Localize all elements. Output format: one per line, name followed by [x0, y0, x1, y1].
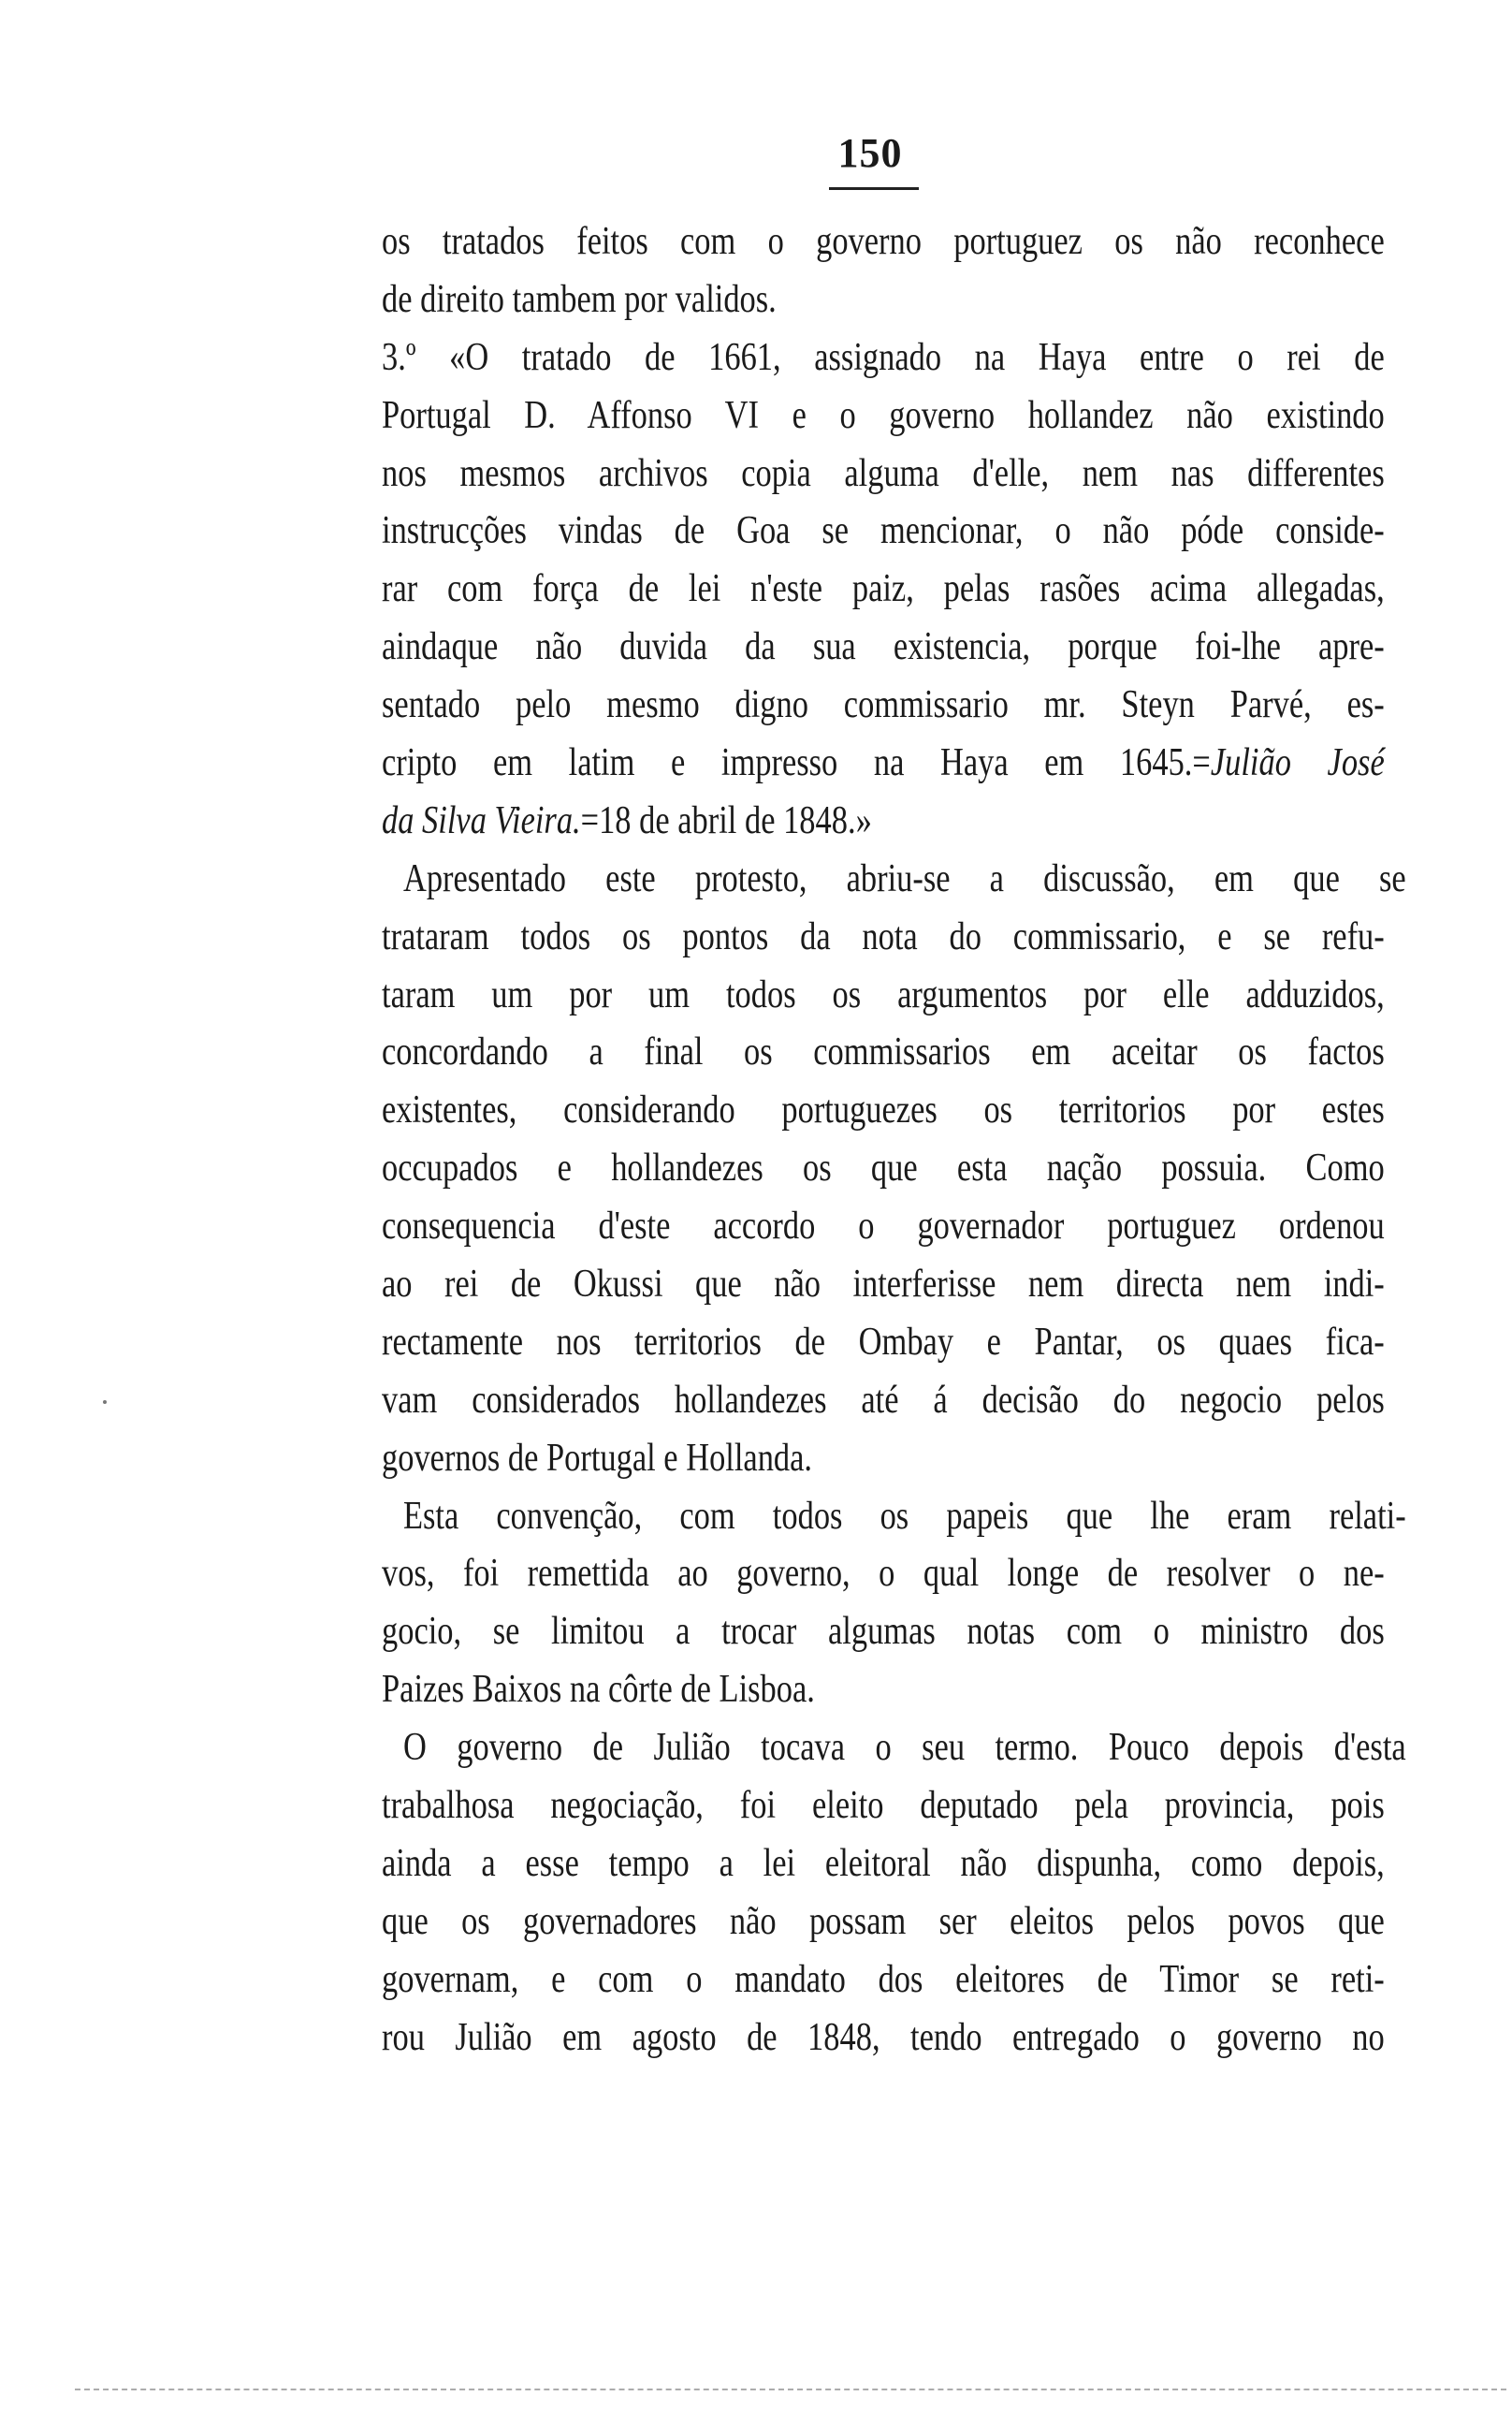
text-line: consequencia d'este accordo o governador portuguez ordenou [382, 1205, 1385, 1249]
text-line: gocio, se limitou a trocar algumas notas com o ministro dos [382, 1610, 1385, 1654]
scan-speck [103, 1400, 107, 1404]
page-number: 150 [837, 130, 903, 176]
text-line: vam considerados hollandezes até á decisão do negocio pelos [382, 1378, 1385, 1422]
text-line [382, 793, 1385, 851]
italic-signature: Julião José [1210, 741, 1385, 785]
text-line: existentes, considerando portuguezes os territorios por estes [382, 1089, 1385, 1132]
text-line: nos mesmos archivos copia alguma d'elle, nem nas differentes [382, 451, 1385, 495]
text-line: taram um por um todos os argumentos por elle adduzidos, [382, 972, 1385, 1016]
scan-edge-line [75, 2389, 1506, 2390]
text-line: sentado pelo mesmo digno commissario mr. Steyn Parvé, es- [382, 683, 1385, 727]
text-line: Apresentado este protesto, abriu-se a discussão, em que se [402, 856, 1406, 900]
text-line: occupados e hollandezes os que esta nação possuia. Como [382, 1147, 1385, 1191]
text-line: de direito tambem por validos. [382, 277, 777, 321]
text-line [382, 735, 1385, 793]
text-line: governam, e com o mandato dos eleitores de Timor se reti- [382, 1957, 1385, 2001]
text-line: O governo de Julião tocava o seu termo. Pouco depois d'esta [402, 1726, 1406, 1770]
text-line: instrucções vindas de Goa se mencionar, o não póde conside- [382, 509, 1385, 553]
text-line: Portugal D. Affonso VI e o governo hollandez não existindo [382, 393, 1385, 437]
text-line: rectamente nos territorios de Ombay e Pantar, os quaes fica- [382, 1320, 1385, 1364]
text-line: trataram todos os pontos da nota do commissario, e se refu- [382, 914, 1385, 958]
text-line: rar com força de lei n'este paiz, pelas rasões acima allegadas, [382, 567, 1385, 611]
text-segment: cripto em latim e impresso na Haya em 1645.= [382, 741, 1211, 785]
text-line: trabalhosa negociação, foi eleito deputado pela provincia, pois [382, 1784, 1385, 1828]
body-text [382, 213, 1406, 2068]
text-line: ao rei de Okussi que não interferisse nem directa nem indi- [382, 1263, 1385, 1307]
text-line: rou Julião em agosto de 1848, tendo entregado o governo no [382, 2015, 1385, 2059]
text-line: 3.º «O tratado de 1661, assignado na Haya entre o rei de [382, 335, 1385, 379]
text-segment: =18 de abril de 1848.» [580, 798, 872, 842]
text-line: aindaque não duvida da sua existencia, porque foi-lhe apre- [382, 625, 1385, 669]
page-number-rule [829, 187, 919, 190]
text-line: os tratados feitos com o governo portuguez os não reconhece [382, 220, 1385, 263]
text-line: Esta convenção, com todos os papeis que lhe eram relati- [402, 1494, 1406, 1538]
text-line: concordando a final os commissarios em aceitar os factos [382, 1030, 1385, 1074]
text-line: que os governadores não possam ser eleitos pelos povos que [382, 1899, 1385, 1943]
text-line: ainda a esse tempo a lei eleitoral não dispunha, como depois, [382, 1841, 1385, 1885]
text-line: governos de Portugal e Hollanda. [382, 1436, 813, 1480]
italic-signature: da Silva Vieira. [382, 798, 581, 842]
text-line: vos, foi remettida ao governo, o qual longe de resolver o ne- [382, 1552, 1385, 1596]
text-line: Paizes Baixos na côrte de Lisboa. [382, 1668, 815, 1712]
